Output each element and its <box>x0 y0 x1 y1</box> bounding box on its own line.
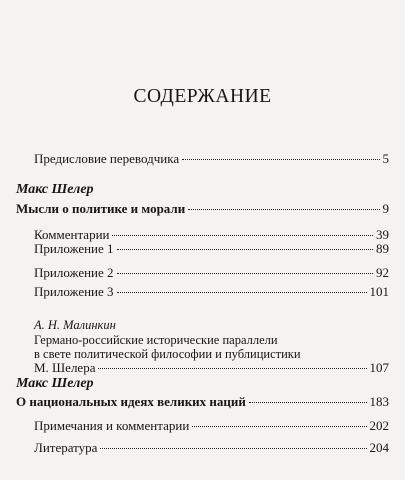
leader-dots <box>182 159 379 160</box>
toc-page: 9 <box>382 201 389 216</box>
toc-page: 92 <box>376 265 389 280</box>
toc-label: Приложение 3 <box>34 284 114 299</box>
toc-label: Примечания и комментарии <box>34 418 190 433</box>
toc-page: 101 <box>369 284 389 299</box>
toc-label: Приложение 1 <box>34 241 114 256</box>
toc-entry-literature <box>34 440 389 456</box>
toc-label-line: М. Шелера <box>34 360 96 375</box>
author-name: Макс Шелер <box>16 182 94 197</box>
toc-page: 107 <box>369 360 389 375</box>
toc-entry-malinkin <box>34 333 389 375</box>
toc-entry-notes <box>34 418 389 434</box>
toc-entry-appendix-2 <box>34 265 389 281</box>
toc-entry-national-ideas <box>16 394 389 410</box>
author-name: Макс Шелер <box>16 376 94 391</box>
leader-dots <box>112 235 373 236</box>
toc-entry-preface <box>34 151 389 167</box>
toc-page: 202 <box>369 418 389 433</box>
toc-label: Предисловие переводчика <box>34 151 180 166</box>
leader-dots <box>192 426 366 427</box>
toc-page: 183 <box>369 394 389 409</box>
toc-label: Приложение 2 <box>34 265 114 280</box>
leader-dots <box>100 448 366 449</box>
toc-page: 39 <box>376 227 389 242</box>
leader-dots <box>117 273 373 274</box>
page-title: СОДЕРЖАНИЕ <box>133 86 272 107</box>
leader-dots <box>249 402 367 403</box>
toc-label-line: в свете политической философии и публицистики <box>34 347 301 361</box>
toc-page: 204 <box>369 440 389 455</box>
leader-dots <box>117 249 373 250</box>
toc-entry-appendix-1 <box>34 241 389 257</box>
essay-author: А. Н. Малинкин <box>34 318 116 332</box>
leader-dots <box>98 368 366 369</box>
leader-dots <box>117 292 367 293</box>
toc-entry-appendix-3 <box>34 284 389 300</box>
toc-page: 5 <box>382 151 389 166</box>
toc-label: Комментарии <box>34 227 110 242</box>
toc-label-line: Германо-российские исторические параллели <box>34 333 278 347</box>
toc-label: Мысли о политике и морали <box>16 201 186 216</box>
toc-last-line <box>34 361 389 375</box>
leader-dots <box>188 209 379 210</box>
toc-label: О национальных идеях великих наций <box>16 394 246 409</box>
toc-label: Литература <box>34 440 98 455</box>
toc-entry-politics <box>16 201 389 217</box>
toc-page: 89 <box>376 241 389 256</box>
